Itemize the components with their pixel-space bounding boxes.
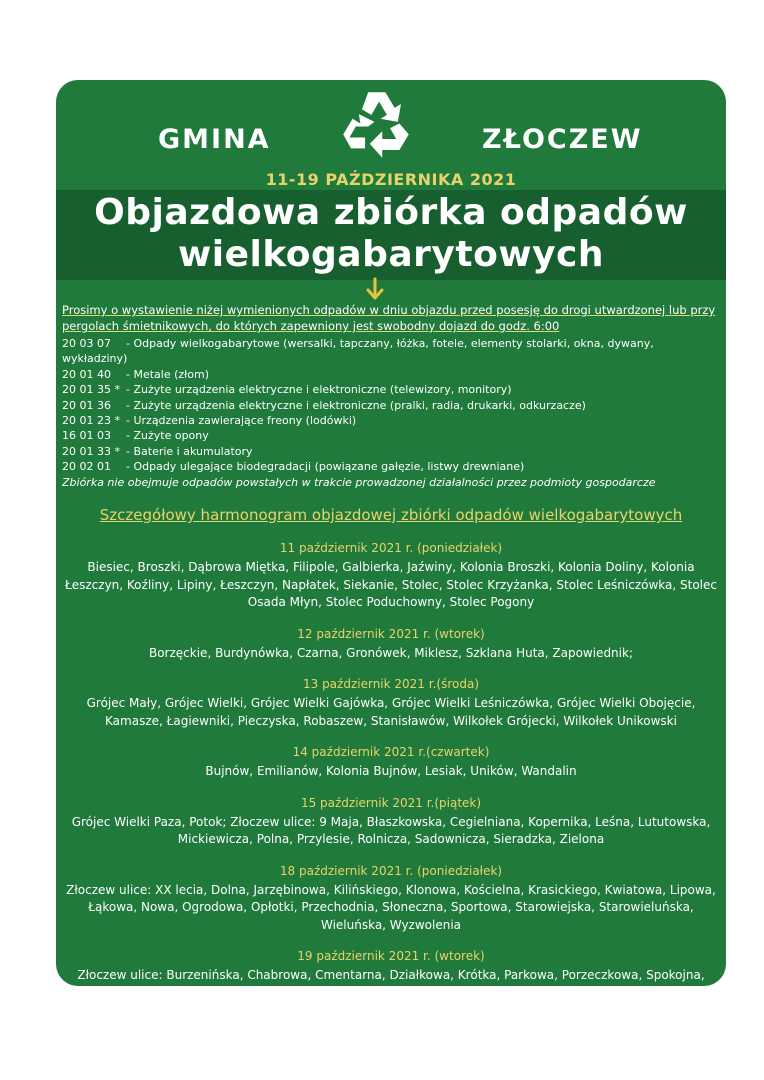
schedule-day [56,540,726,612]
waste-code-list [62,336,722,490]
day-date: 18 październik 2021 r. (poniedziałek) [279,863,503,878]
day-places: Borzęckie, Burdynówka, Czarna, Gronówek, Miklesz, Szklana Huta, Zapowiednik; [148,645,633,660]
zloczew-heading: ZŁOCZEW [482,124,643,155]
schedule-day [56,795,726,849]
waste-code-row [62,444,722,459]
day-date: 11 październik 2021 r. (poniedziałek) [279,541,503,555]
day-date: 19 październik 2021 r. (wtorek) [297,949,485,963]
day-places: Złoczew ulice: XX lecia, Dolna, Jarzębinowa, Kilińskiego, Klonowa, Kościelna, Krasickiego, Kwiatowa, Lipowa, Łąkowa, Nowa, Ogrodowa, Opłotki, Przechodnia, Słoneczna, Sportowa, Starowiejska, Starowieluńska, Wieluńska, Wyzwolenia [66,882,716,932]
gmina-heading: GMINA [158,124,271,155]
day-date: 13 październik 2021 r.(środa) [302,677,479,691]
exclusion-note: Zbiórka nie obejmuje odpadów powstałych w trakcie prowadzonej działalności przez podmioty gospodarcze [62,475,656,489]
waste-code: 20 02 01 [62,460,111,474]
waste-code-row [62,336,722,367]
waste-code-row [62,413,722,428]
waste-description: - Urządzenia zawierające freony (lodówki) [126,414,357,428]
schedule-list [56,540,726,1016]
waste-code: 20 01 33 * [62,444,120,458]
waste-description: - Odpady ulegające biodegradacji (powiązane gałęzie, listwy drewniane) [126,460,525,474]
recycle-icon [337,86,415,164]
waste-code-row [62,428,722,443]
day-places: Biesiec, Broszki, Dąbrowa Miętka, Filipole, Galbierka, Jaźwiny, Kolonia Broszki, Kolonia Doliny, Kolonia Łeszczyn, Koźliny, Lipiny, Łeszczyn, Napłatek, Siekanie, Stolec, Stolec Krzyżanka, Stolec Leśniczówka, Stolec Osada Młyn, Stolec Poduchowny, Stolec Pogony [65,560,717,609]
waste-description: - Zużyte urządzenia elektryczne i elektroniczne (pralki, radia, drukarki, odkurzacze) [126,398,586,412]
page-title [56,192,726,276]
day-places: Złoczew ulice: Burzenińska, Chabrowa, Cmentarna, Działkowa, Krótka, Parkowa, Porzeczkowa, Spokojna, Spółdzielcza, Szeroka, Szkolna, Wodna, Wspólna [77,968,705,1000]
title-line-1: Objazdowa zbiórka odpadów [94,192,688,233]
schedule-day [56,863,726,935]
waste-description: - Zużyte opony [126,429,209,443]
waste-code-row [62,459,722,474]
waste-description: - Baterie i akumulatory [126,444,253,458]
day-places: Grójec Wielki Paza, Potok; Złoczew ulice: 9 Maja, Błaszkowska, Cegielniana, Kopernika, Leśna, Lututowska, Mickiewicza, Polna, Przylesie, Rolnicza, Sadownicza, Sieradzka, Zielona [71,814,711,846]
schedule-day [56,626,726,663]
schedule-day [56,676,726,730]
arrow-down-icon [366,278,384,300]
poster [56,80,726,1000]
day-date: 14 październik 2021 r.(czwartek) [292,745,490,759]
schedule-day [56,744,726,781]
intro-text: Prosimy o wystawienie niżej wymienionych odpadów w dniu objazdu przed posesję do drogi utwardzonej lub przy pergolach śmietnikowych, do których zapewniony jest swobodny dojazd do godz. 6:00 [62,303,716,333]
day-date: 12 październik 2021 r. (wtorek) [297,626,485,641]
schedule-title: Szczegółowy harmonogram objazdowej zbiórki odpadów wielkogabarytowych [99,506,683,524]
waste-code: 20 01 36 [62,398,111,412]
waste-description: - Odpady wielkogabarytowe (wersalki, tapczany, łóżka, fotele, elementy stolarki, okna, dywany, wykładziny) [62,337,654,366]
waste-code-row [62,367,722,382]
waste-code: 16 01 03 [62,429,111,443]
waste-code: 20 01 23 * [62,414,120,428]
waste-code-row [62,382,722,397]
event-dates: 11-19 PAŹDZIERNIKA 2021 [265,170,517,189]
day-date: 15 październik 2021 r.(piątek) [300,795,482,810]
waste-description: - Zużyte urządzenia elektryczne i elektroniczne (telewizory, monitory) [126,383,512,397]
waste-code: 20 01 35 * [62,383,120,397]
waste-code-row [62,398,722,413]
title-line-2: wielkogabarytowych [177,234,605,275]
day-places: Grójec Mały, Grójec Wielki, Grójec Wielki Gajówka, Grójec Wielki Leśniczówka, Grójec Wielki Obojęcie, Kamasze, Łagiewniki, Pieczyska, Robaszew, Stanisławów, Wilkołek Grójecki, Wilkołek Unikowski [86,696,696,728]
schedule-day [56,948,726,1002]
waste-code: 20 03 07 [62,337,111,350]
day-places: Bujnów, Emilianów, Kolonia Bujnów, Lesiak, Uników, Wandalin [205,764,577,778]
waste-code: 20 01 40 [62,367,111,381]
waste-description: - Metale (złom) [126,367,210,381]
